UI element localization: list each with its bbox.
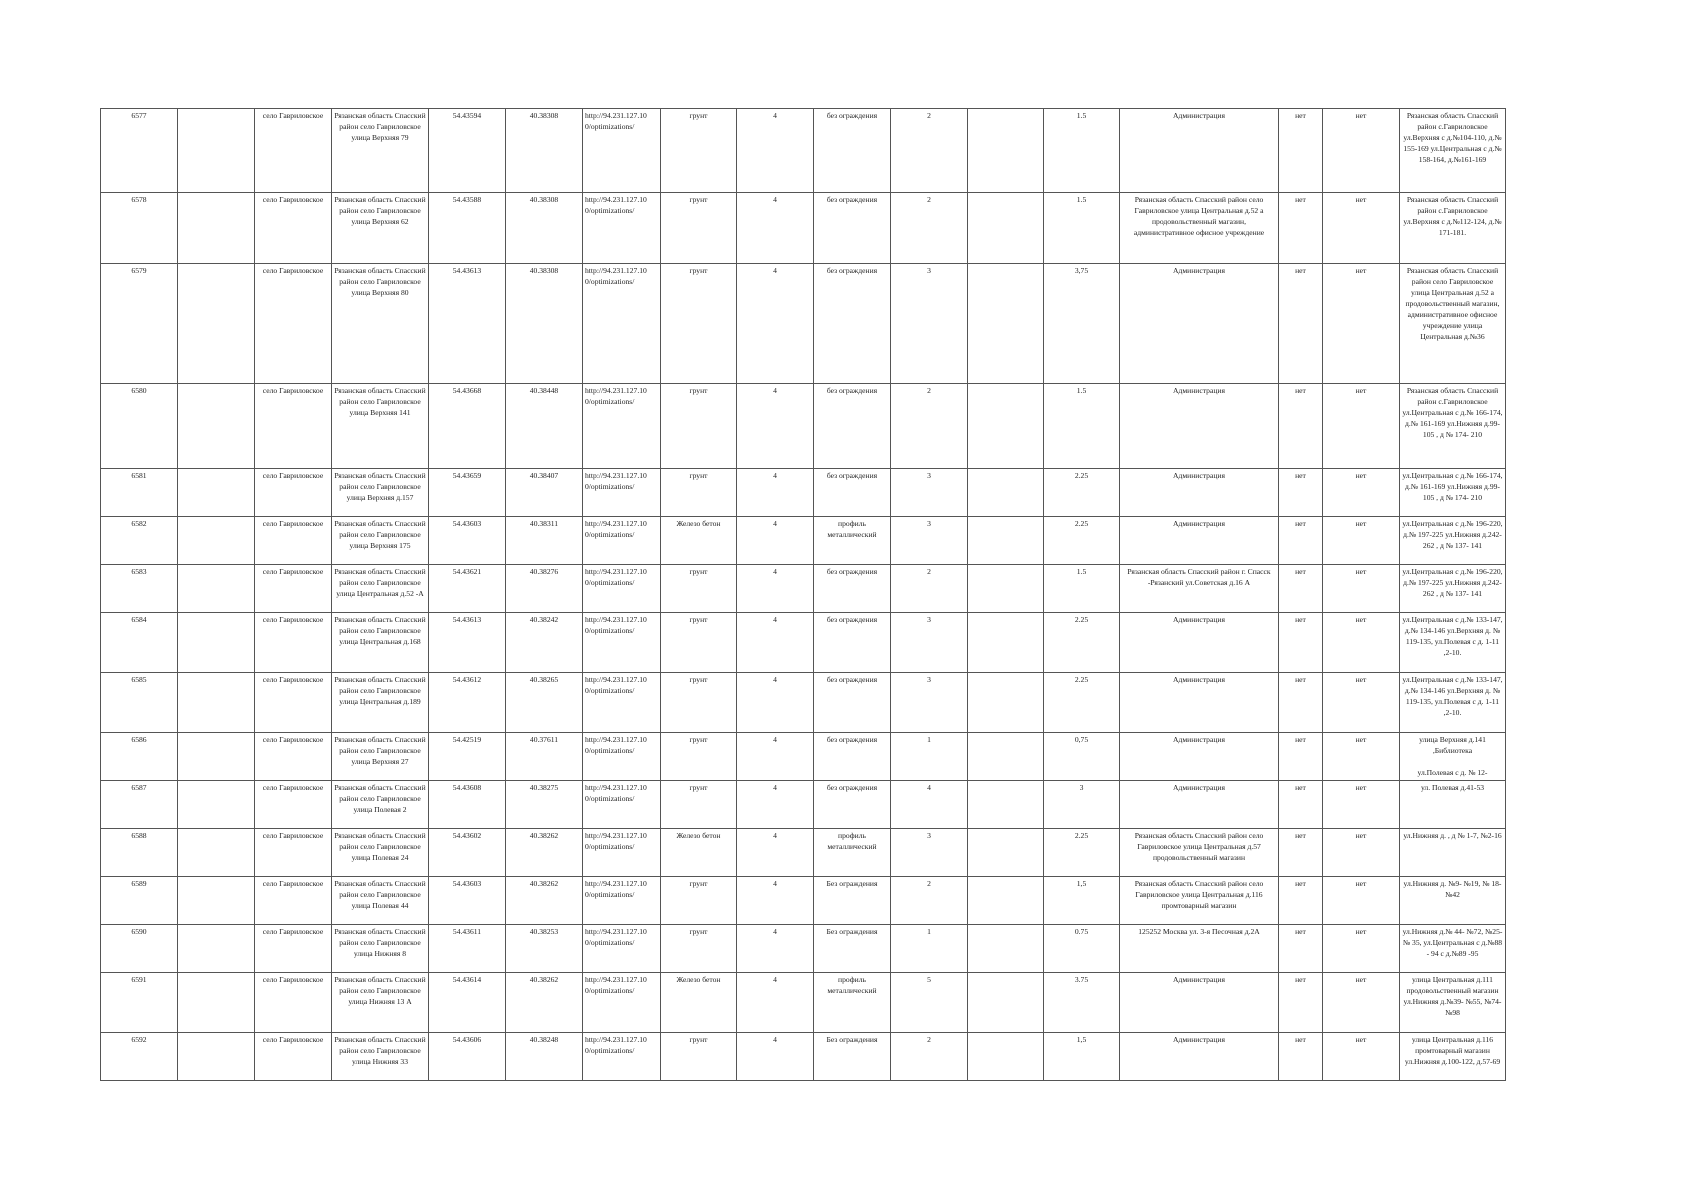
container-count-cell: 3	[891, 829, 968, 877]
container-count-cell: 3	[891, 613, 968, 673]
longitude-cell: 40.38242	[506, 613, 583, 673]
flag-cell: нет	[1323, 829, 1400, 877]
flag-cell: нет	[1323, 733, 1400, 781]
sources-cell: ул.Центральная с д.№ 133-147, д.№ 134-146 ул.Верхняя д. № 119-135, ул.Полевая с д. 1-11 ,2-10.	[1400, 673, 1506, 733]
blank-cell	[968, 877, 1044, 925]
surface-cell: Железо бетон	[661, 973, 737, 1033]
url-cell: http://94.231.127.10 0/optimizations/	[583, 264, 661, 384]
url-cell: http://94.231.127.10 0/optimizations/	[583, 829, 661, 877]
table-row	[101, 565, 1506, 613]
fence-cell: без ограждения	[814, 781, 891, 829]
longitude-cell: 40.38262	[506, 877, 583, 925]
latitude-cell: 54.43668	[429, 384, 506, 469]
sources-cell: улица Центральная д.116 промтоварный магазин ул.Нижняя д.100-122, д.57-69	[1400, 1033, 1506, 1081]
url-cell: http://94.231.127.10 0/optimizations/	[583, 1033, 661, 1081]
blank-cell	[178, 109, 255, 193]
url-cell: http://94.231.127.10 0/optimizations/	[583, 877, 661, 925]
volume-cell: 1.5	[1044, 193, 1120, 264]
flag-cell: нет	[1323, 469, 1400, 517]
sources-cell: ул.Центральная с д.№ 166-174, д.№ 161-169 ул.Нижняя д.99-105 , д № 174- 210	[1400, 469, 1506, 517]
table-row	[101, 613, 1506, 673]
blank-cell	[178, 877, 255, 925]
table-row	[101, 673, 1506, 733]
num-cell: 6581	[101, 469, 178, 517]
locality-cell: село Гавриловское	[255, 517, 332, 565]
flag-cell: нет	[1323, 613, 1400, 673]
sources-cell: улица Центральная д.111 продовольственный магазин ул.Нижняя д.№39- №55, №74- №98	[1400, 973, 1506, 1033]
longitude-cell: 40.38265	[506, 673, 583, 733]
sources-cell: ул.Нижняя д.№ 44- №72, №25- № 35, ул.Центральная с д.№88 - 94 с д.№89 -95	[1400, 925, 1506, 973]
blank-cell	[178, 673, 255, 733]
blank-cell	[968, 469, 1044, 517]
locality-cell: село Гавриловское	[255, 733, 332, 781]
num-cell: 6592	[101, 1033, 178, 1081]
container-count-cell: 2	[891, 877, 968, 925]
sources-cell: ул. Полевая д.41-53	[1400, 781, 1506, 829]
flag-cell: нет	[1323, 925, 1400, 973]
locality-cell: село Гавриловское	[255, 829, 332, 877]
table-row	[101, 829, 1506, 877]
volume-cell: 3,75	[1044, 264, 1120, 384]
flag-cell: нет	[1323, 781, 1400, 829]
fence-cell: профиль металлический	[814, 973, 891, 1033]
flag-cell: нет	[1279, 829, 1323, 877]
address-cell: Рязанская область Спасский район село Гавриловское улица Нижняя 33	[332, 1033, 429, 1081]
longitude-cell: 40.38308	[506, 193, 583, 264]
container-count-cell: 2	[891, 109, 968, 193]
owner-cell: Администрация	[1120, 517, 1279, 565]
locality-cell: село Гавриловское	[255, 469, 332, 517]
blank-cell	[968, 384, 1044, 469]
locality-cell: село Гавриловское	[255, 973, 332, 1033]
surface-cell: грунт	[661, 1033, 737, 1081]
area-cell: 4	[737, 1033, 814, 1081]
blank-cell	[968, 613, 1044, 673]
table-row	[101, 925, 1506, 973]
address-cell: Рязанская область Спасский район село Гавриловское улица Центральная д.168	[332, 613, 429, 673]
sources-cell: ул.Центральная с д.№ 196-220, д.№ 197-225 ул.Нижняя д.242-262 , д № 137- 141	[1400, 517, 1506, 565]
address-cell: Рязанская область Спасский район село Гавриловское улица Верхняя 141	[332, 384, 429, 469]
surface-cell: грунт	[661, 877, 737, 925]
area-cell: 4	[737, 613, 814, 673]
sources-cell: ул.Нижняя д. , д № 1-7, №2-16	[1400, 829, 1506, 877]
num-cell: 6579	[101, 264, 178, 384]
area-cell: 4	[737, 973, 814, 1033]
fence-cell: Без ограждения	[814, 877, 891, 925]
sources-cell: улица Верхняя д.141 ,Библиотека ул.Полевая с д. № 12-	[1400, 733, 1506, 781]
flag-cell: нет	[1323, 384, 1400, 469]
container-count-cell: 1	[891, 925, 968, 973]
table-row	[101, 469, 1506, 517]
flag-cell: нет	[1279, 193, 1323, 264]
owner-cell: Рязанская область Спасский район село Гавриловское улица Центральная д.57 продовольственный магазин	[1120, 829, 1279, 877]
url-cell: http://94.231.127.10 0/optimizations/	[583, 613, 661, 673]
longitude-cell: 40.38308	[506, 264, 583, 384]
locality-cell: село Гавриловское	[255, 193, 332, 264]
flag-cell: нет	[1323, 517, 1400, 565]
surface-cell: грунт	[661, 469, 737, 517]
area-cell: 4	[737, 925, 814, 973]
url-cell: http://94.231.127.10 0/optimizations/	[583, 973, 661, 1033]
longitude-cell: 40.38262	[506, 829, 583, 877]
flag-cell: нет	[1323, 109, 1400, 193]
num-cell: 6582	[101, 517, 178, 565]
volume-cell: 2.25	[1044, 469, 1120, 517]
flag-cell: нет	[1279, 517, 1323, 565]
fence-cell: профиль металлический	[814, 517, 891, 565]
latitude-cell: 54.43603	[429, 517, 506, 565]
flag-cell: нет	[1323, 565, 1400, 613]
table-row	[101, 781, 1506, 829]
area-cell: 4	[737, 877, 814, 925]
latitude-cell: 54.43659	[429, 469, 506, 517]
num-cell: 6586	[101, 733, 178, 781]
blank-cell	[968, 925, 1044, 973]
url-cell: http://94.231.127.10 0/optimizations/	[583, 469, 661, 517]
locality-cell: село Гавриловское	[255, 1033, 332, 1081]
blank-cell	[178, 469, 255, 517]
fence-cell: Без ограждения	[814, 1033, 891, 1081]
table-row	[101, 264, 1506, 384]
surface-cell: грунт	[661, 193, 737, 264]
owner-cell: Администрация	[1120, 973, 1279, 1033]
num-cell: 6583	[101, 565, 178, 613]
area-cell: 4	[737, 781, 814, 829]
surface-cell: грунт	[661, 781, 737, 829]
table-row	[101, 877, 1506, 925]
flag-cell: нет	[1279, 264, 1323, 384]
blank-cell	[178, 973, 255, 1033]
container-count-cell: 3	[891, 264, 968, 384]
container-count-cell: 3	[891, 673, 968, 733]
blank-cell	[178, 264, 255, 384]
url-cell: http://94.231.127.10 0/optimizations/	[583, 565, 661, 613]
fence-cell: без ограждения	[814, 193, 891, 264]
longitude-cell: 40.38407	[506, 469, 583, 517]
latitude-cell: 54.43613	[429, 613, 506, 673]
volume-cell: 3.75	[1044, 973, 1120, 1033]
area-cell: 4	[737, 565, 814, 613]
address-cell: Рязанская область Спасский район село Гавриловское улица Полевая 2	[332, 781, 429, 829]
sources-cell: ул.Центральная с д.№ 133-147, д.№ 134-146 ул.Верхняя д. № 119-135, ул.Полевая с д. 1-11 ,2-10.	[1400, 613, 1506, 673]
flag-cell: нет	[1279, 733, 1323, 781]
surface-cell: грунт	[661, 565, 737, 613]
owner-cell: Администрация	[1120, 1033, 1279, 1081]
container-count-cell: 4	[891, 781, 968, 829]
url-cell: http://94.231.127.10 0/optimizations/	[583, 193, 661, 264]
container-count-cell: 1	[891, 733, 968, 781]
num-cell: 6590	[101, 925, 178, 973]
flag-cell: нет	[1323, 673, 1400, 733]
latitude-cell: 54.43614	[429, 973, 506, 1033]
area-cell: 4	[737, 193, 814, 264]
owner-cell: Администрация	[1120, 673, 1279, 733]
blank-cell	[178, 384, 255, 469]
area-cell: 4	[737, 384, 814, 469]
num-cell: 6588	[101, 829, 178, 877]
volume-cell: 2.25	[1044, 613, 1120, 673]
fence-cell: без ограждения	[814, 565, 891, 613]
flag-cell: нет	[1279, 565, 1323, 613]
area-cell: 4	[737, 109, 814, 193]
blank-cell	[178, 781, 255, 829]
locality-cell: село Гавриловское	[255, 384, 332, 469]
surface-cell: грунт	[661, 733, 737, 781]
flag-cell: нет	[1323, 193, 1400, 264]
table-row	[101, 973, 1506, 1033]
fence-cell: профиль металлический	[814, 829, 891, 877]
url-cell: http://94.231.127.10 0/optimizations/	[583, 109, 661, 193]
flag-cell: нет	[1279, 384, 1323, 469]
owner-cell: Администрация	[1120, 469, 1279, 517]
address-cell: Рязанская область Спасский район село Гавриловское улица Нижняя 13 А	[332, 973, 429, 1033]
flag-cell: нет	[1279, 613, 1323, 673]
blank-cell	[968, 673, 1044, 733]
table-row	[101, 517, 1506, 565]
address-cell: Рязанская область Спасский район село Гавриловское улица Верхняя 27	[332, 733, 429, 781]
num-cell: 6584	[101, 613, 178, 673]
blank-cell	[178, 565, 255, 613]
address-cell: Рязанская область Спасский район село Гавриловское улица Полевая 24	[332, 829, 429, 877]
surface-cell: Железо бетон	[661, 829, 737, 877]
surface-cell: грунт	[661, 925, 737, 973]
address-cell: Рязанская область Спасский район село Гавриловское улица Верхняя 79	[332, 109, 429, 193]
blank-cell	[178, 613, 255, 673]
num-cell: 6585	[101, 673, 178, 733]
latitude-cell: 54.43612	[429, 673, 506, 733]
volume-cell: 2.25	[1044, 673, 1120, 733]
blank-cell	[968, 517, 1044, 565]
blank-cell	[968, 193, 1044, 264]
num-cell: 6577	[101, 109, 178, 193]
table-row	[101, 733, 1506, 781]
volume-cell: 0,75	[1044, 733, 1120, 781]
num-cell: 6587	[101, 781, 178, 829]
fence-cell: без ограждения	[814, 109, 891, 193]
owner-cell: Администрация	[1120, 264, 1279, 384]
longitude-cell: 40.38275	[506, 781, 583, 829]
blank-cell	[178, 517, 255, 565]
latitude-cell: 54.43613	[429, 264, 506, 384]
container-count-cell: 2	[891, 193, 968, 264]
container-count-cell: 3	[891, 517, 968, 565]
longitude-cell: 40.38248	[506, 1033, 583, 1081]
owner-cell: Рязанская область Спасский район село Гавриловское улица Центральная д.116 промтоварный магазин	[1120, 877, 1279, 925]
owner-cell: Администрация	[1120, 109, 1279, 193]
url-cell: http://94.231.127.10 0/optimizations/	[583, 733, 661, 781]
fence-cell: без ограждения	[814, 613, 891, 673]
sources-cell: ул.Центральная с д.№ 196-220, д.№ 197-225 ул.Нижняя д.242-262 , д № 137- 141	[1400, 565, 1506, 613]
flag-cell: нет	[1323, 264, 1400, 384]
blank-cell	[178, 733, 255, 781]
address-cell: Рязанская область Спасский район село Гавриловское улица Верхняя 175	[332, 517, 429, 565]
url-cell: http://94.231.127.10 0/optimizations/	[583, 517, 661, 565]
flag-cell: нет	[1279, 1033, 1323, 1081]
locality-cell: село Гавриловское	[255, 673, 332, 733]
owner-cell: Рязанская область Спасский район г. Спасск -Рязанский ул.Советская д.16 А	[1120, 565, 1279, 613]
latitude-cell: 54.43606	[429, 1033, 506, 1081]
flag-cell: нет	[1279, 673, 1323, 733]
area-cell: 4	[737, 264, 814, 384]
volume-cell: 0.75	[1044, 925, 1120, 973]
flag-cell: нет	[1279, 877, 1323, 925]
volume-cell: 1.5	[1044, 384, 1120, 469]
container-count-cell: 5	[891, 973, 968, 1033]
blank-cell	[968, 565, 1044, 613]
address-cell: Рязанская область Спасский район село Гавриловское улица Нижняя 8	[332, 925, 429, 973]
blank-cell	[178, 1033, 255, 1081]
volume-cell: 1.5	[1044, 109, 1120, 193]
longitude-cell: 40.37611	[506, 733, 583, 781]
blank-cell	[968, 781, 1044, 829]
url-cell: http://94.231.127.10 0/optimizations/	[583, 673, 661, 733]
blank-cell	[968, 1033, 1044, 1081]
latitude-cell: 54.43608	[429, 781, 506, 829]
flag-cell: нет	[1279, 973, 1323, 1033]
area-cell: 4	[737, 517, 814, 565]
blank-cell	[968, 973, 1044, 1033]
blank-cell	[968, 733, 1044, 781]
volume-cell: 3	[1044, 781, 1120, 829]
blank-cell	[968, 264, 1044, 384]
address-cell: Рязанская область Спасский район село Гавриловское улица Центральная д.52 -А	[332, 565, 429, 613]
container-count-cell: 3	[891, 469, 968, 517]
container-count-cell: 2	[891, 384, 968, 469]
table-row	[101, 1033, 1506, 1081]
longitude-cell: 40.38276	[506, 565, 583, 613]
sources-cell: Рязанская область Спасский район с.Гавриловское ул.Верхняя с д.№112-124, д.№ 171-181.	[1400, 193, 1506, 264]
owner-cell: 125252 Москва ул. 3-я Песочная д.2А	[1120, 925, 1279, 973]
sources-cell: Рязанская область Спасский район с.Гавриловское ул.Центральная с д.№ 166-174, д.№ 161-169 ул.Нижняя д.99-105 , д № 174- 210	[1400, 384, 1506, 469]
num-cell: 6591	[101, 973, 178, 1033]
blank-cell	[968, 829, 1044, 877]
flag-cell: нет	[1323, 973, 1400, 1033]
owner-cell: Рязанская область Спасский район село Гавриловское улица Центральная д.52 а продовольственный магазин, административное офисное учреждение	[1120, 193, 1279, 264]
fence-cell: Без ограждения	[814, 925, 891, 973]
owner-cell: Администрация	[1120, 781, 1279, 829]
fence-cell: без ограждения	[814, 673, 891, 733]
surface-cell: грунт	[661, 109, 737, 193]
latitude-cell: 54.43602	[429, 829, 506, 877]
volume-cell: 1,5	[1044, 877, 1120, 925]
locality-cell: село Гавриловское	[255, 781, 332, 829]
address-cell: Рязанская область Спасский район село Гавриловское улица Полевая 44	[332, 877, 429, 925]
flag-cell: нет	[1323, 1033, 1400, 1081]
num-cell: 6578	[101, 193, 178, 264]
locality-cell: село Гавриловское	[255, 925, 332, 973]
table-row	[101, 384, 1506, 469]
longitude-cell: 40.38253	[506, 925, 583, 973]
longitude-cell: 40.38311	[506, 517, 583, 565]
area-cell: 4	[737, 673, 814, 733]
owner-cell: Администрация	[1120, 384, 1279, 469]
longitude-cell: 40.38448	[506, 384, 583, 469]
volume-cell: 2.25	[1044, 517, 1120, 565]
flag-cell: нет	[1323, 877, 1400, 925]
url-cell: http://94.231.127.10 0/optimizations/	[583, 384, 661, 469]
latitude-cell: 54.42519	[429, 733, 506, 781]
num-cell: 6589	[101, 877, 178, 925]
address-cell: Рязанская область Спасский район село Гавриловское улица Верхняя 80	[332, 264, 429, 384]
area-cell: 4	[737, 733, 814, 781]
owner-cell: Администрация	[1120, 613, 1279, 673]
container-count-cell: 2	[891, 1033, 968, 1081]
sources-cell: Рязанская область Спасский район с.Гавриловское ул.Верхняя с д.№104-110, д.№ 155-169 ул.Центральная с д.№ 158-164, д.№161-169	[1400, 109, 1506, 193]
surface-cell: грунт	[661, 673, 737, 733]
locality-cell: село Гавриловское	[255, 264, 332, 384]
container-count-cell: 2	[891, 565, 968, 613]
latitude-cell: 54.43603	[429, 877, 506, 925]
locality-cell: село Гавриловское	[255, 613, 332, 673]
volume-cell: 2.25	[1044, 829, 1120, 877]
surface-cell: грунт	[661, 264, 737, 384]
blank-cell	[178, 829, 255, 877]
locality-cell: село Гавриловское	[255, 109, 332, 193]
surface-cell: грунт	[661, 384, 737, 469]
flag-cell: нет	[1279, 781, 1323, 829]
volume-cell: 1.5	[1044, 565, 1120, 613]
flag-cell: нет	[1279, 925, 1323, 973]
fence-cell: без ограждения	[814, 384, 891, 469]
registry-table	[100, 108, 1506, 1081]
fence-cell: без ограждения	[814, 264, 891, 384]
locality-cell: село Гавриловское	[255, 877, 332, 925]
num-cell: 6580	[101, 384, 178, 469]
table-row	[101, 109, 1506, 193]
longitude-cell: 40.38262	[506, 973, 583, 1033]
blank-cell	[178, 925, 255, 973]
blank-cell	[178, 193, 255, 264]
volume-cell: 1,5	[1044, 1033, 1120, 1081]
address-cell: Рязанская область Спасский район село Гавриловское улица Верхняя д.157	[332, 469, 429, 517]
address-cell: Рязанская область Спасский район село Гавриловское улица Верхняя 62	[332, 193, 429, 264]
latitude-cell: 54.43621	[429, 565, 506, 613]
address-cell: Рязанская область Спасский район село Гавриловское улица Центральная д.189	[332, 673, 429, 733]
flag-cell: нет	[1279, 109, 1323, 193]
latitude-cell: 54.43588	[429, 193, 506, 264]
fence-cell: без ограждения	[814, 733, 891, 781]
longitude-cell: 40.38308	[506, 109, 583, 193]
table-row	[101, 193, 1506, 264]
latitude-cell: 54.43594	[429, 109, 506, 193]
latitude-cell: 54.43611	[429, 925, 506, 973]
locality-cell: село Гавриловское	[255, 565, 332, 613]
url-cell: http://94.231.127.10 0/optimizations/	[583, 781, 661, 829]
area-cell: 4	[737, 829, 814, 877]
flag-cell: нет	[1279, 469, 1323, 517]
sources-cell: Рязанская область Спасский район село Гавриловское улица Центральная д.52 а продовольственный магазин, административное офисное учреждение улица Центральная д.№36	[1400, 264, 1506, 384]
area-cell: 4	[737, 469, 814, 517]
owner-cell: Администрация	[1120, 733, 1279, 781]
blank-cell	[968, 109, 1044, 193]
surface-cell: Железо бетон	[661, 517, 737, 565]
url-cell: http://94.231.127.10 0/optimizations/	[583, 925, 661, 973]
surface-cell: грунт	[661, 613, 737, 673]
sources-cell: ул.Нижняя д. №9- №19, № 18- №42	[1400, 877, 1506, 925]
fence-cell: без ограждения	[814, 469, 891, 517]
